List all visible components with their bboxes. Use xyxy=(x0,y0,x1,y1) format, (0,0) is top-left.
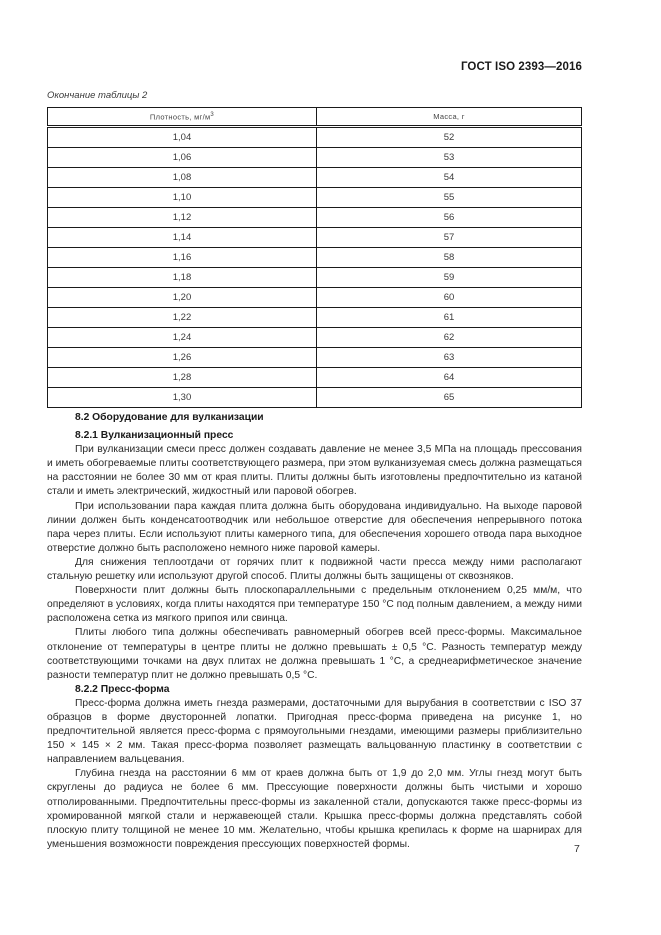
section-heading-8-2-2: 8.2.2 Пресс-форма xyxy=(75,683,170,695)
cell-mass: 63 xyxy=(317,348,582,368)
table-row xyxy=(48,248,582,268)
cell-mass: 65 xyxy=(317,388,582,408)
table-row xyxy=(48,148,582,168)
density-mass-table xyxy=(47,107,582,408)
column-header-density-superscript: 3 xyxy=(210,111,215,118)
table-row xyxy=(48,348,582,368)
cell-density: 1,24 xyxy=(48,328,317,348)
cell-density: 1,18 xyxy=(48,268,317,288)
cell-mass: 58 xyxy=(317,248,582,268)
cell-density: 1,26 xyxy=(48,348,317,368)
cell-density: 1,08 xyxy=(48,168,317,188)
cell-mass: 54 xyxy=(317,168,582,188)
cell-mass: 56 xyxy=(317,208,582,228)
table-row xyxy=(48,388,582,408)
cell-density: 1,30 xyxy=(48,388,317,408)
cell-density: 1,04 xyxy=(48,127,317,148)
column-header-density xyxy=(48,108,317,127)
document-id-header: ГОСТ ISO 2393—2016 xyxy=(460,61,582,73)
cell-mass: 57 xyxy=(317,228,582,248)
table-row xyxy=(48,328,582,348)
column-header-density-label: Плотность, мг/м xyxy=(149,112,211,122)
table-row xyxy=(48,228,582,248)
cell-density: 1,22 xyxy=(48,308,317,328)
paragraph: Поверхности плит должны быть плоскопараллельными с предельным отклонением 0,25 мм/м, что определяют в условиях, когда плиты находятся при температуре 150 °С под полным давлением, а между ними расположена сетка из мягкого припоя или свинца. xyxy=(47,585,582,625)
paragraph: Для снижения теплоотдачи от горячих плит к подвижной части пресса между ними располагают стальную решетку или используют другой способ. Плиты должны быть защищены от сквозняков. xyxy=(47,556,582,583)
table-row xyxy=(48,208,582,228)
paragraph: При использовании пара каждая плита должна быть оборудована индивидуально. На выходе паровой линии должен быть конденсатоотводчик или небольшое отверстие для обеспечения непрерывного потока пара через плиты. Если используют плиты камерного типа, для обеспечения хорошего отвода пара выходное отверстие должно быть расположено немного ниже паровой камеры. xyxy=(47,500,582,554)
cell-density: 1,14 xyxy=(48,228,317,248)
paragraph: Плиты любого типа должны обеспечивать равномерный обогрев всей пресс-формы. Максимальное отклонение от температуры в центре плиты не должно превышать ± 0,5 °С. Разность температур между соответствующими точками на двух плитах не должна превышать 1 °С, а среднеарифметическое значение разности температур плит не должно превышать 0,5 °С. xyxy=(47,627,582,681)
table-row xyxy=(48,127,582,148)
cell-density: 1,16 xyxy=(48,248,317,268)
table-caption: Окончание таблицы 2 xyxy=(47,90,148,101)
paragraph: При вулканизации смеси пресс должен создавать давление не менее 3,5 МПа на площадь прессования и иметь обогреваемые плиты соответствующего размера, при этом вулканизуемая смесь должна размещаться на расстоянии не более 30 мм от края плиты. Плиты должны быть изготовлены предпочтительно из катаной стали и иметь электрический, жидкостный или паровой обогрев. xyxy=(47,444,582,498)
document-body xyxy=(47,411,582,852)
table-row xyxy=(48,188,582,208)
page-number: 7 xyxy=(574,843,580,855)
cell-mass: 53 xyxy=(317,148,582,168)
paragraph: Глубина гнезда на расстоянии 6 мм от краев должна быть от 1,9 до 2,0 мм. Углы гнезд могут быть скруглены до радиуса не более 6 мм. Прессующие поверхности должны быть чистыми и хорошо отполированными. Предпочтительны пресс-формы из закаленной стали, допускаются также пресс-формы из хромированной мягкой стали и нержавеющей стали. Крышка пресс-формы должна представлять собой плоскую плиту толщиной не менее 10 мм. Желательно, чтобы крышка крепилась к форме на шарнирах для уменьшения возможности повреждения прессующих поверхностей формы. xyxy=(47,768,582,850)
table-header-row xyxy=(48,108,582,127)
column-header-mass: Масса, г xyxy=(317,108,582,127)
cell-density: 1,12 xyxy=(48,208,317,228)
section-heading-8-2: 8.2 Оборудование для вулканизации xyxy=(75,412,264,423)
cell-mass: 61 xyxy=(317,308,582,328)
table-row xyxy=(48,268,582,288)
cell-mass: 59 xyxy=(317,268,582,288)
table-row xyxy=(48,168,582,188)
cell-density: 1,28 xyxy=(48,368,317,388)
cell-density: 1,06 xyxy=(48,148,317,168)
table-row xyxy=(48,288,582,308)
paragraph: Пресс-форма должна иметь гнезда размерами, достаточными для вырубания в соответствии с ISO 37 образцов в форме двусторонней лопатки. Пригодная пресс-форма приведена на рисунке 1, но предпочтительной является пресс-форма с прямоугольными гнездами, имеющими размеры приблизительно 150 × 145 × 2 мм. Такая пресс-форма позволяет размещать вальцованную пластинку в соответствии с направлением вальцевания. xyxy=(47,697,582,766)
cell-mass: 55 xyxy=(317,188,582,208)
cell-density: 1,10 xyxy=(48,188,317,208)
table-row xyxy=(48,308,582,328)
section-heading-8-2-1: 8.2.1 Вулканизационный пресс xyxy=(75,430,234,442)
cell-mass: 60 xyxy=(317,288,582,308)
table-row xyxy=(48,368,582,388)
cell-mass: 52 xyxy=(317,127,582,148)
cell-mass: 64 xyxy=(317,368,582,388)
cell-mass: 62 xyxy=(317,328,582,348)
cell-density: 1,20 xyxy=(48,288,317,308)
